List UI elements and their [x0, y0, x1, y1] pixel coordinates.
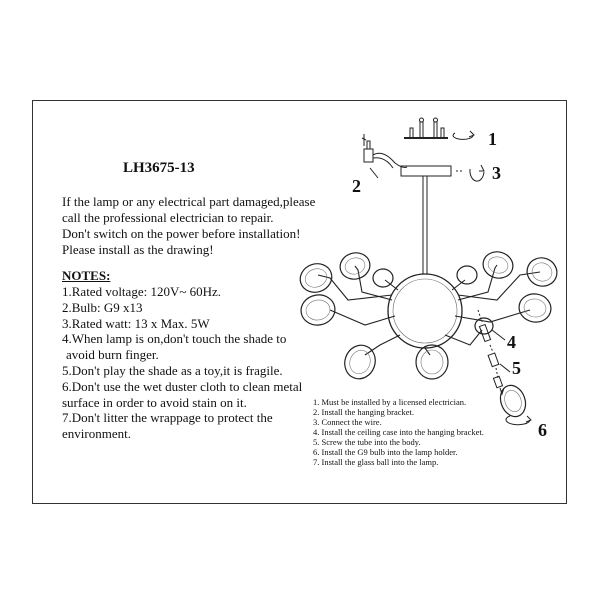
rotate-arrow-icon [454, 165, 484, 181]
glass-shades [296, 249, 561, 384]
lamp-stem [423, 176, 427, 274]
rotate-arrow-icon [453, 131, 474, 139]
bulb-holder-parts [478, 310, 504, 394]
warning-line: Don't switch on the power before installation! [62, 226, 301, 241]
warning-line: If the lamp or any electrical part damaged,please [62, 194, 316, 209]
model-number: LH3675-13 [123, 160, 195, 176]
callout-5: 5 [512, 358, 521, 378]
note-line: environment. [62, 426, 131, 442]
warning-line: Please install as the drawing! [62, 242, 214, 257]
step-line: 1. Must be installed by a licensed electrician. [313, 397, 467, 407]
warning-line: call the professional electrician to repair. [62, 210, 274, 225]
note-line: 6.Don't use the wet duster cloth to clean metal [62, 378, 303, 394]
callout-2: 2 [352, 176, 361, 196]
step-line: 3. Connect the wire. [313, 417, 382, 427]
note-line: 1.Rated voltage: 120V~ 60Hz. [62, 284, 222, 299]
step-line: 2. Install the hanging bracket. [313, 407, 415, 417]
notes-heading: NOTES: [62, 268, 111, 283]
note-line: surface in order to avoid stain on it. [62, 394, 247, 410]
step-line: 7. Install the glass ball into the lamp. [313, 457, 439, 467]
hanging-bracket-icon [404, 118, 448, 138]
step-line: 6. Install the G9 bulb into the lamp holder. [313, 447, 458, 457]
glass-shade-part [496, 382, 529, 420]
ceiling-canopy [401, 166, 451, 176]
note-line: 4.When lamp is on,don't touch the shade to [62, 331, 287, 347]
note-line: 5.Don't play the shade as a toy,it is fragile. [62, 362, 283, 378]
rotate-arrow-icon [506, 416, 531, 425]
callout-3: 3 [492, 163, 501, 183]
step-line: 4. Install the ceiling case into the hanging bracket. [313, 427, 484, 437]
note-line: avoid burn finger. [66, 347, 159, 363]
callout-4: 4 [507, 332, 516, 352]
wire-connector-icon [362, 134, 407, 168]
note-line: 2.Bulb: G9 x13 [62, 299, 143, 315]
note-line: 7.Don't litter the wrappage to protect the [62, 410, 273, 426]
step-line: 5. Screw the tube into the body. [313, 437, 421, 447]
callout-1: 1 [488, 129, 497, 149]
note-line: 3.Rated watt: 13 x Max. 5W [62, 315, 210, 331]
callout-6: 6 [538, 420, 547, 440]
